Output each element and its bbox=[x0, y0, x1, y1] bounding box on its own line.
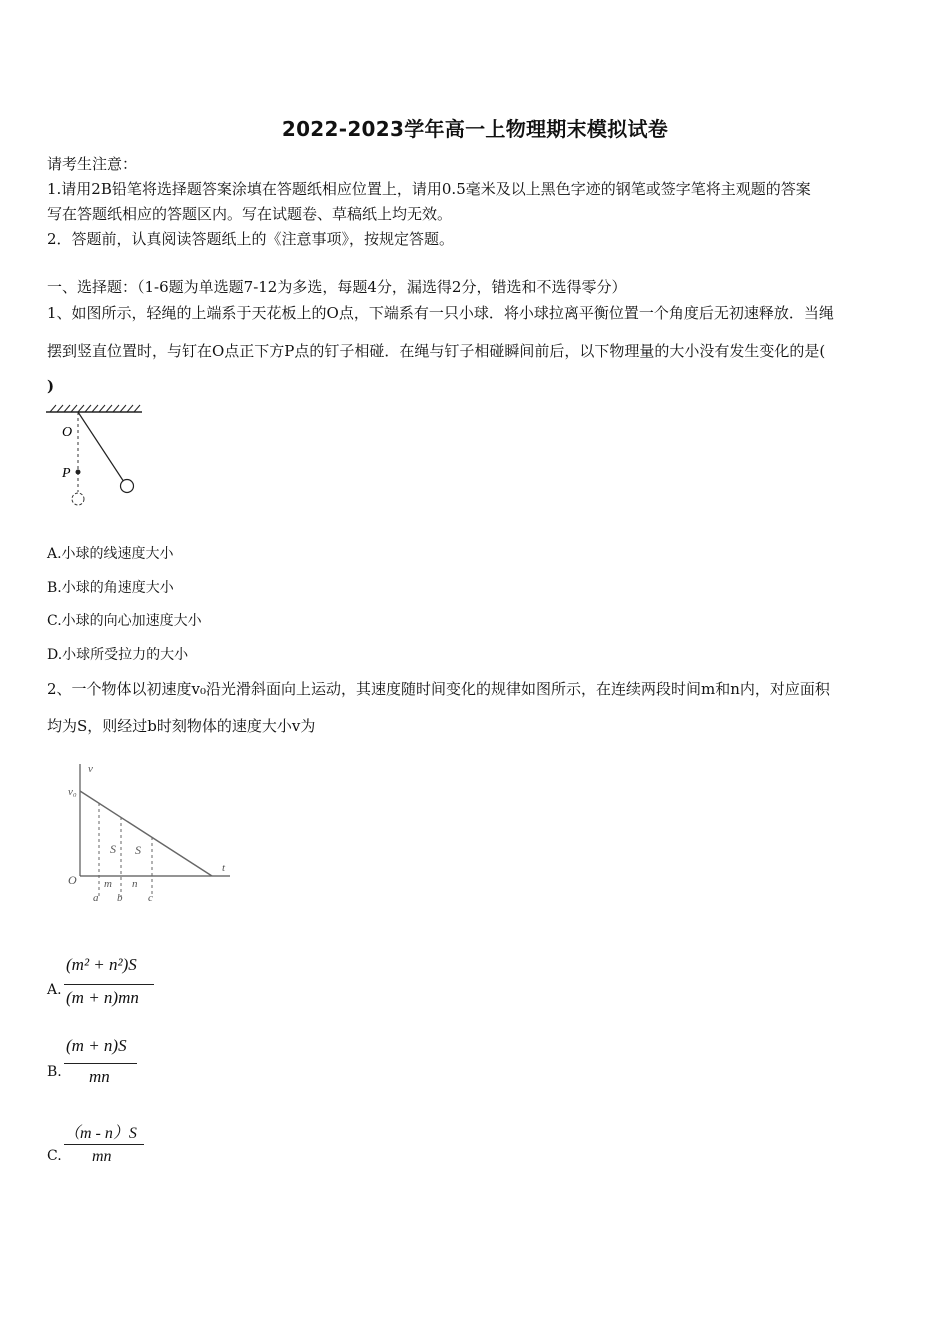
question-2-line-2: 均为S，则经过b时刻物体的速度大小v为 bbox=[47, 717, 316, 735]
ceiling-hatching bbox=[50, 405, 140, 412]
notice-line-1: 1.请用2B铅笔将选择题答案涂填在答题纸相应位置上，请用0.5毫米及以上黑色字迹的钢笔或签字笔将主观题的答案 bbox=[47, 180, 811, 198]
label-m: m bbox=[104, 878, 112, 890]
q2-option-c-fraction-bar bbox=[64, 1144, 144, 1145]
pendulum-string bbox=[78, 412, 124, 482]
q1-option-d: D.小球所受拉力的大小 bbox=[47, 647, 189, 663]
page-title: 2022-2023学年高一上物理期末模拟试卷 bbox=[281, 117, 669, 141]
notice-line-2: 写在答题纸相应的答题区内。写在试题卷、草稿纸上均无效。 bbox=[47, 205, 453, 223]
nail-point bbox=[76, 470, 81, 475]
q1-option-c: C.小球的向心加速度大小 bbox=[47, 613, 202, 629]
q2-option-b-fraction-bar bbox=[64, 1063, 137, 1064]
question-1-line-3: ) bbox=[47, 377, 55, 395]
label-n: n bbox=[132, 878, 138, 890]
question-1-line-2: 摆到竖直位置时，与钉在O点正下方P点的钉子相碰．在绳与钉子相碰瞬间前后，以下物理量的大小没有发生变化的是( bbox=[47, 342, 826, 360]
q2-option-c-fraction bbox=[64, 1120, 148, 1178]
label-t-axis: t bbox=[222, 862, 226, 874]
q2-option-b-numerator: (m + n)S bbox=[66, 1036, 127, 1055]
label-o: O bbox=[62, 425, 73, 440]
q2-option-a-numerator: (m² + n²)S bbox=[66, 955, 137, 974]
question-1-line-1: 1、如图所示，轻绳的上端系于天花板上的O点，下端系有一只小球．将小球拉离平衡位置一个角度后无初速释放．当绳 bbox=[47, 304, 834, 322]
label-p: P bbox=[62, 466, 71, 481]
label-v-axis: v bbox=[88, 763, 93, 775]
q2-option-b-denominator: mn bbox=[89, 1067, 110, 1086]
q2-option-a-fraction-bar bbox=[64, 984, 154, 985]
label-c: c bbox=[148, 892, 153, 904]
q2-option-a-denominator: (m + n)mn bbox=[66, 988, 139, 1007]
velocity-line bbox=[80, 791, 212, 876]
q2-option-c-numerator: （m - n）S bbox=[64, 1125, 137, 1142]
q2-option-c-denominator: mn bbox=[92, 1148, 112, 1165]
pendulum-figure bbox=[44, 402, 154, 512]
q2-option-a-label: A. bbox=[47, 982, 62, 998]
q1-option-a: A.小球的线速度大小 bbox=[47, 546, 174, 562]
label-b: b bbox=[117, 892, 123, 904]
section-heading: 一、选择题：（1-6题为单选题7-12为多选，每题4分，漏选得2分，错选和不选得零分） bbox=[47, 278, 627, 296]
q2-option-c-label: C. bbox=[47, 1148, 62, 1164]
label-a: a bbox=[93, 892, 99, 904]
question-2-line-1: 2、一个物体以初速度v₀沿光滑斜面向上运动，其速度随时间变化的规律如图所示，在连续两段时间m和n内，对应面积 bbox=[47, 680, 830, 698]
ball bbox=[121, 480, 134, 493]
label-area-1: S bbox=[110, 842, 116, 856]
q2-option-b-fraction bbox=[64, 1036, 140, 1094]
ball-ghost bbox=[72, 493, 84, 505]
label-area-2: S bbox=[135, 843, 141, 857]
velocity-time-graph bbox=[62, 758, 242, 908]
q2-option-b-label: B. bbox=[47, 1064, 62, 1080]
q1-option-b: B.小球的角速度大小 bbox=[47, 580, 174, 596]
label-origin: O bbox=[68, 873, 77, 887]
notice-line-3: 2．答题前，认真阅读答题纸上的《注意事项》，按规定答题。 bbox=[47, 230, 455, 248]
label-v0: v₀ bbox=[68, 786, 77, 798]
notice-heading: 请考生注意： bbox=[47, 155, 138, 173]
q2-option-a-fraction bbox=[64, 955, 156, 1013]
